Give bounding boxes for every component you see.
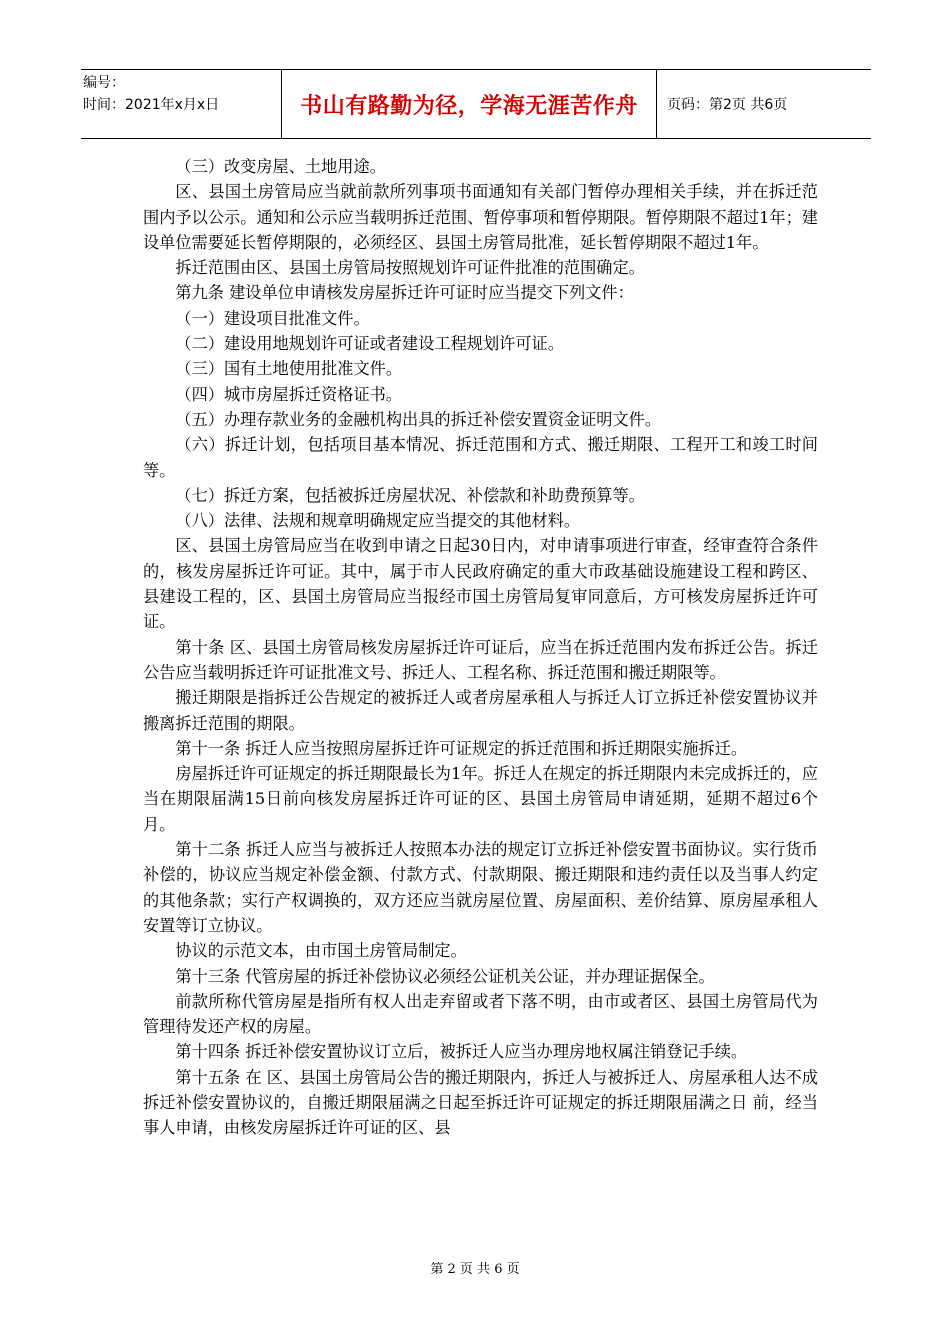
paragraph: 第九条 建设单位申请核发房屋拆迁许可证时应当提交下列文件： (175, 283, 634, 303)
header-meta (81, 70, 282, 138)
paragraph: 拆迁范围由区、县国土房管局按照规划许可证件批准的范围确定。 (175, 258, 645, 278)
header-motto: 书山有路勤为径，学海无涯苦作舟 (282, 70, 657, 138)
document-time-label: 时间：2021年x月x日 (83, 97, 220, 113)
paragraph: （八）法律、法规和规章明确规定应当提交的其他材料。 (175, 511, 581, 531)
paragraph: 第十条 区、县国土房管局核发房屋拆迁许可证后，应当在拆迁范围内发布拆迁公告。拆迁公告应当载明拆迁许可证批准文号、拆迁人、工程名称、拆迁范围和搬迁期限等。 (143, 637, 818, 682)
paragraph: （二）建设用地规划许可证或者建设工程规划许可证。 (175, 334, 564, 354)
paragraph: 第十四条 拆迁补偿安置协议订立后，被拆迁人应当办理房地权属注销登记手续。 (175, 1042, 748, 1062)
paragraph: （四）城市房屋拆迁资格证书。 (175, 384, 403, 404)
paragraph: 区、县国土房管局应当在收到申请之日起30日内，对申请事项进行审查，经审查符合条件的，核发房屋拆迁许可证。其中，属于市人民政府确定的重大市政基础设施建设工程和跨区、县建设工程的，区、县国土房管局应当报经市国土房管局复审同意后，方可核发房屋拆迁许可证。 (143, 536, 818, 632)
paragraph: （七）拆迁方案，包括被拆迁房屋状况、补偿款和补助费预算等。 (175, 485, 645, 505)
document-body (143, 154, 818, 1141)
paragraph: 搬迁期限是指拆迁公告规定的被拆迁人或者房屋承租人与拆迁人订立拆迁补偿安置协议并搬离拆迁范围的期限。 (143, 688, 818, 733)
document-number-label: 编号： (83, 75, 125, 91)
paragraph: 第十二条 拆迁人应当与被拆迁人按照本办法的规定订立拆迁补偿安置书面协议。实行货币补偿的，协议应当规定补偿金额、付款方式、付款期限、搬迁期限和违约责任以及当事人约定的其他条款；实行产权调换的，双方还应当就房屋位置、房屋面积、差价结算、原房屋承租人安置等订立协议。 (143, 840, 818, 935)
paragraph: （三）国有土地使用批准文件。 (175, 359, 403, 379)
paragraph: 第十五条 在 区、县国土房管局公告的搬迁期限内，拆迁人与被拆迁人、房屋承租人达不成拆迁补偿安置协议的，自搬迁期限届满之日起至拆迁许可证规定的拆迁期限届满之日 前，经当事人申请，由核发房屋拆迁许可证的区、县 (143, 1067, 818, 1138)
paragraph: 第十一条 拆迁人应当按照房屋拆迁许可证规定的拆迁范围和拆迁期限实施拆迁。 (175, 738, 748, 758)
header-page-info: 页码：第2页 共6页 (667, 97, 788, 113)
paragraph: 房屋拆迁许可证规定的拆迁期限最长为1年。拆迁人在规定的拆迁期限内未完成拆迁的，应当在期限届满15日前向核发房屋拆迁许可证的区、县国土房管局申请延期，延期不超过6个月。 (143, 764, 818, 834)
paragraph: 第十三条 代管房屋的拆迁补偿协议必须经公证机关公证，并办理证据保全。 (175, 966, 715, 986)
paragraph: 协议的示范文本，由市国土房管局制定。 (175, 941, 467, 961)
paragraph: 前款所称代管房屋是指所有权人出走弃留或者下落不明，由市或者区、县国土房管局代为管理待发还产权的房屋。 (143, 991, 818, 1037)
paragraph: （一）建设项目批准文件。 (175, 308, 370, 328)
document-header (81, 69, 871, 139)
paragraph: 区、县国土房管局应当就前款所列事项书面通知有关部门暂停办理相关手续，并在拆迁范围内予以公示。通知和公示应当载明拆迁范围、暂停事项和暂停期限。暂停期限不超过1年；建设单位需要延长暂停期限的，必须经区、县国土房管局批准，延长暂停期限不超过1年。 (143, 182, 818, 252)
paragraph: （六）拆迁计划，包括项目基本情况、拆迁范围和方式、搬迁期限、工程开工和竣工时间等。 (143, 435, 818, 480)
page-footer: 第 2 页 共 6 页 (430, 1262, 520, 1277)
paragraph: （五）办理存款业务的金融机构出具的拆迁补偿安置资金证明文件。 (175, 409, 662, 429)
paragraph: （三）改变房屋、土地用途。 (175, 157, 386, 176)
